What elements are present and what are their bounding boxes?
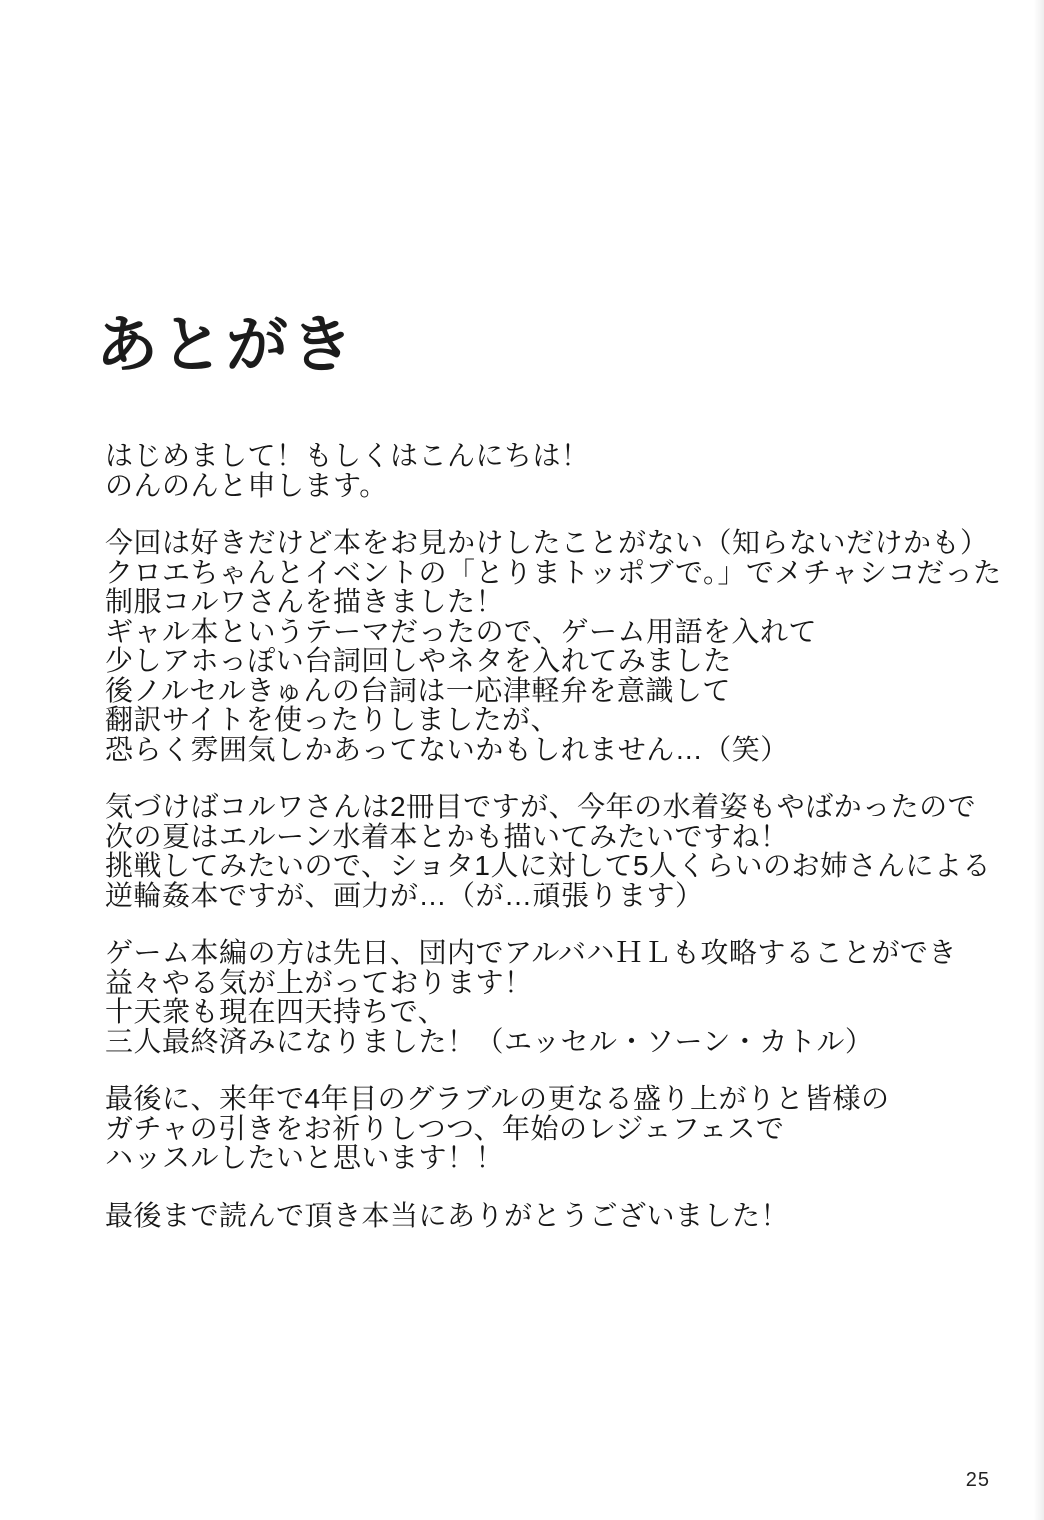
afterword-line: 次の夏はエルーン水着本とかも描いてみたいですね！ xyxy=(105,820,789,852)
afterword-body xyxy=(105,441,1015,1230)
afterword-line: はじめまして！もしくはこんにちは！ xyxy=(105,440,590,471)
afterword-line: 少しアホっぽい台詞回しやネタを入れてみました xyxy=(105,645,732,676)
scan-edge-artifact xyxy=(1034,0,1044,1520)
afterword-paragraph-about-book xyxy=(105,528,1015,764)
afterword-line: 三人最終済みになりました！（エッセル・ソーン・カトル） xyxy=(105,1025,874,1057)
page-number: 25 xyxy=(965,1469,990,1491)
afterword-paragraph-future-plans xyxy=(105,792,1015,910)
afterword-line: 恐らく雰囲気しかあってないかもしれません…（笑） xyxy=(105,733,789,765)
afterword-paragraph-thanks xyxy=(105,1201,1015,1231)
afterword-line: 挑戦してみたいので、ショタ1人に対して5人くらいのお姉さんによる xyxy=(105,850,992,881)
afterword-line: 後ノルセルきゅんの台詞は一応津軽弁を意識して xyxy=(105,674,731,706)
afterword-line: 制服コルワさんを描きました！ xyxy=(105,586,505,617)
afterword-line: 気づけばコルワさんは2冊目ですが、今年の水着姿もやばかったので xyxy=(105,791,977,822)
page-title: あとがき xyxy=(96,307,357,381)
afterword-paragraph-game-progress xyxy=(105,938,1015,1056)
afterword-line: 十天衆も現在四天持ちで、 xyxy=(105,996,447,1027)
afterword-line: クロエちゃんとイベントの「とりまトッポブで。」でメチャシコだった xyxy=(105,556,1002,588)
afterword-line: ギャル本というテーマだったので、ゲーム用語を入れて xyxy=(105,615,817,647)
afterword-line: 翻訳サイトを使ったりしましたが、 xyxy=(105,704,560,735)
afterword-line: ガチャの引きをお祈りしつつ、年始のレジェフェスで xyxy=(105,1112,785,1144)
afterword-paragraph-greeting xyxy=(105,441,1015,500)
afterword-line: 最後まで読んで頂き本当にありがとうございました！ xyxy=(105,1199,790,1231)
afterword-line: 今回は好きだけど本をお見かけしたことがない（知らないだけかも） xyxy=(105,527,989,558)
afterword-line: 逆輪姦本ですが、画力が…（が…頑張ります） xyxy=(105,879,704,911)
afterword-line: のんのんと申します。 xyxy=(105,469,388,501)
afterword-line: 益々やる気が上がっております！ xyxy=(105,966,533,998)
afterword-line: ハッスルしたいと思います！！ xyxy=(105,1142,505,1173)
afterword-line: 最後に、来年で4年目のグラブルの更なる盛り上がりと皆様の xyxy=(105,1083,890,1114)
afterword-line: ゲーム本編の方は先日、団内でアルバハＨＬも攻略することができ xyxy=(105,937,957,968)
afterword-paragraph-closing-wishes xyxy=(105,1084,1015,1173)
